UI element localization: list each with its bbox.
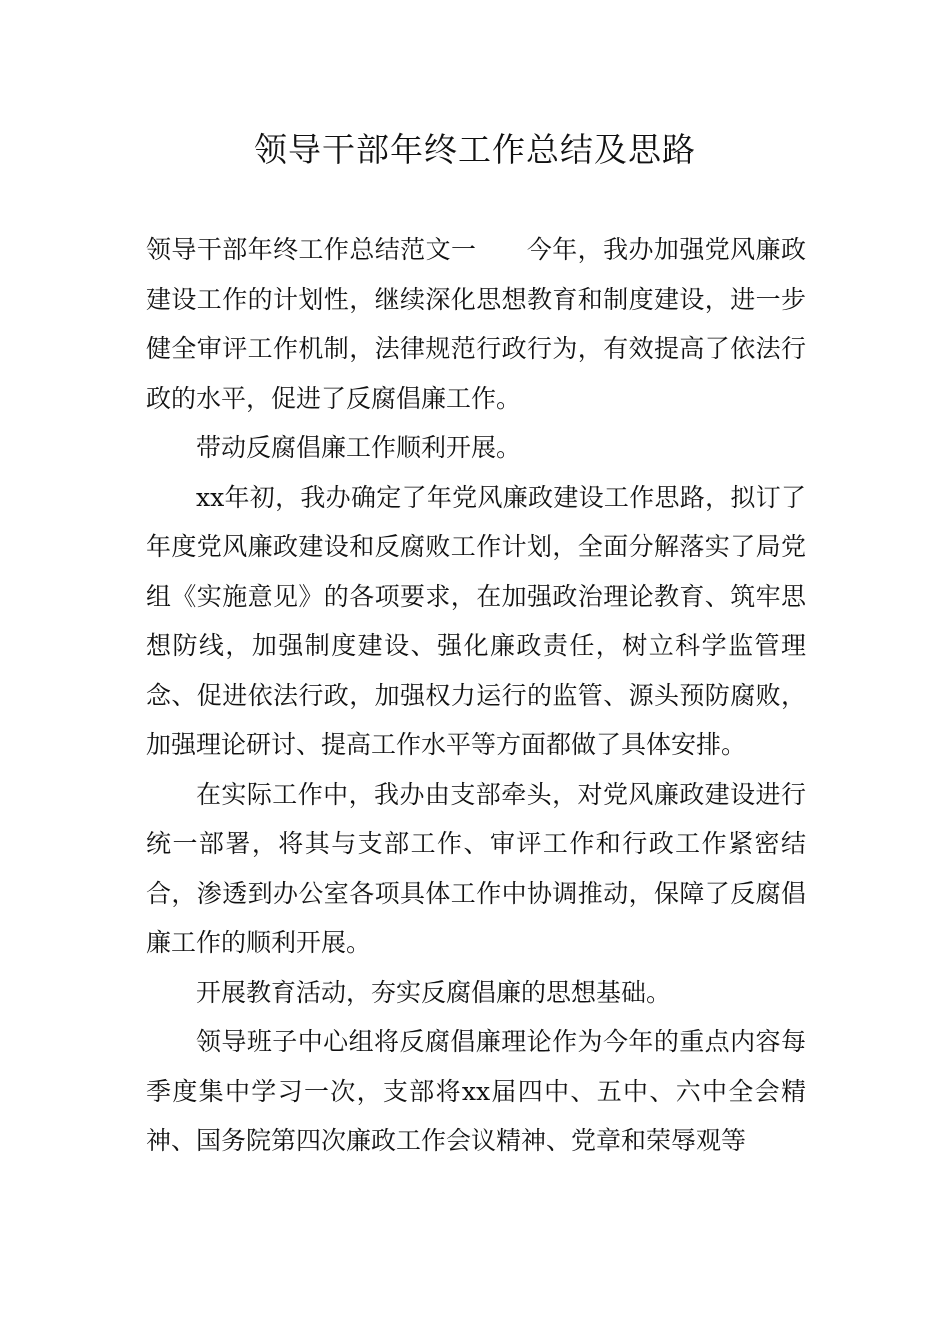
lead-text: 今年，我办加强党风廉政建设工作的计划性，继续深化思想教育和制度建设，进一步健全审评工作机制，法律规范行政行为，有效提高了依法行政的水平，促进了反腐倡廉工作。 — [146, 235, 806, 413]
document-body — [146, 225, 806, 1166]
lead-heading: 领导干部年终工作总结范文一 — [146, 235, 477, 264]
paragraph-5: 领导班子中心组将反腐倡廉理论作为今年的重点内容每季度集中学习一次，支部将xx届四中、五中、六中全会精神、国务院第四次廉政工作会议精神、党章和荣辱观等 — [146, 1027, 806, 1155]
paragraph-2: xx年初，我办确定了年党风廉政建设工作思路，拟订了年度党风廉政建设和反腐败工作计划，全面分解落实了局党组《实施意见》的各项要求，在加强政治理论教育、筑牢思想防线，加强制度建设、强化廉政责任，树立科学监管理念、促进依法行政，加强权力运行的监管、源头预防腐败，加强理论研讨、提高工作水平等方面都做了具体安排。 — [146, 482, 806, 759]
paragraph-1: 带动反腐倡廉工作顺利开展。 — [196, 433, 522, 462]
lead-paragraph — [146, 225, 806, 423]
document-title: 领导干部年终工作总结及思路 — [254, 130, 696, 169]
paragraph-3: 在实际工作中，我办由支部牵头，对党风廉政建设进行统一部署，将其与支部工作、审评工作和行政工作紧密结合，渗透到办公室各项具体工作中协调推动，保障了反腐倡廉工作的顺利开展。 — [146, 779, 806, 957]
paragraph-4: 开展教育活动，夯实反腐倡廉的思想基础。 — [196, 977, 672, 1007]
